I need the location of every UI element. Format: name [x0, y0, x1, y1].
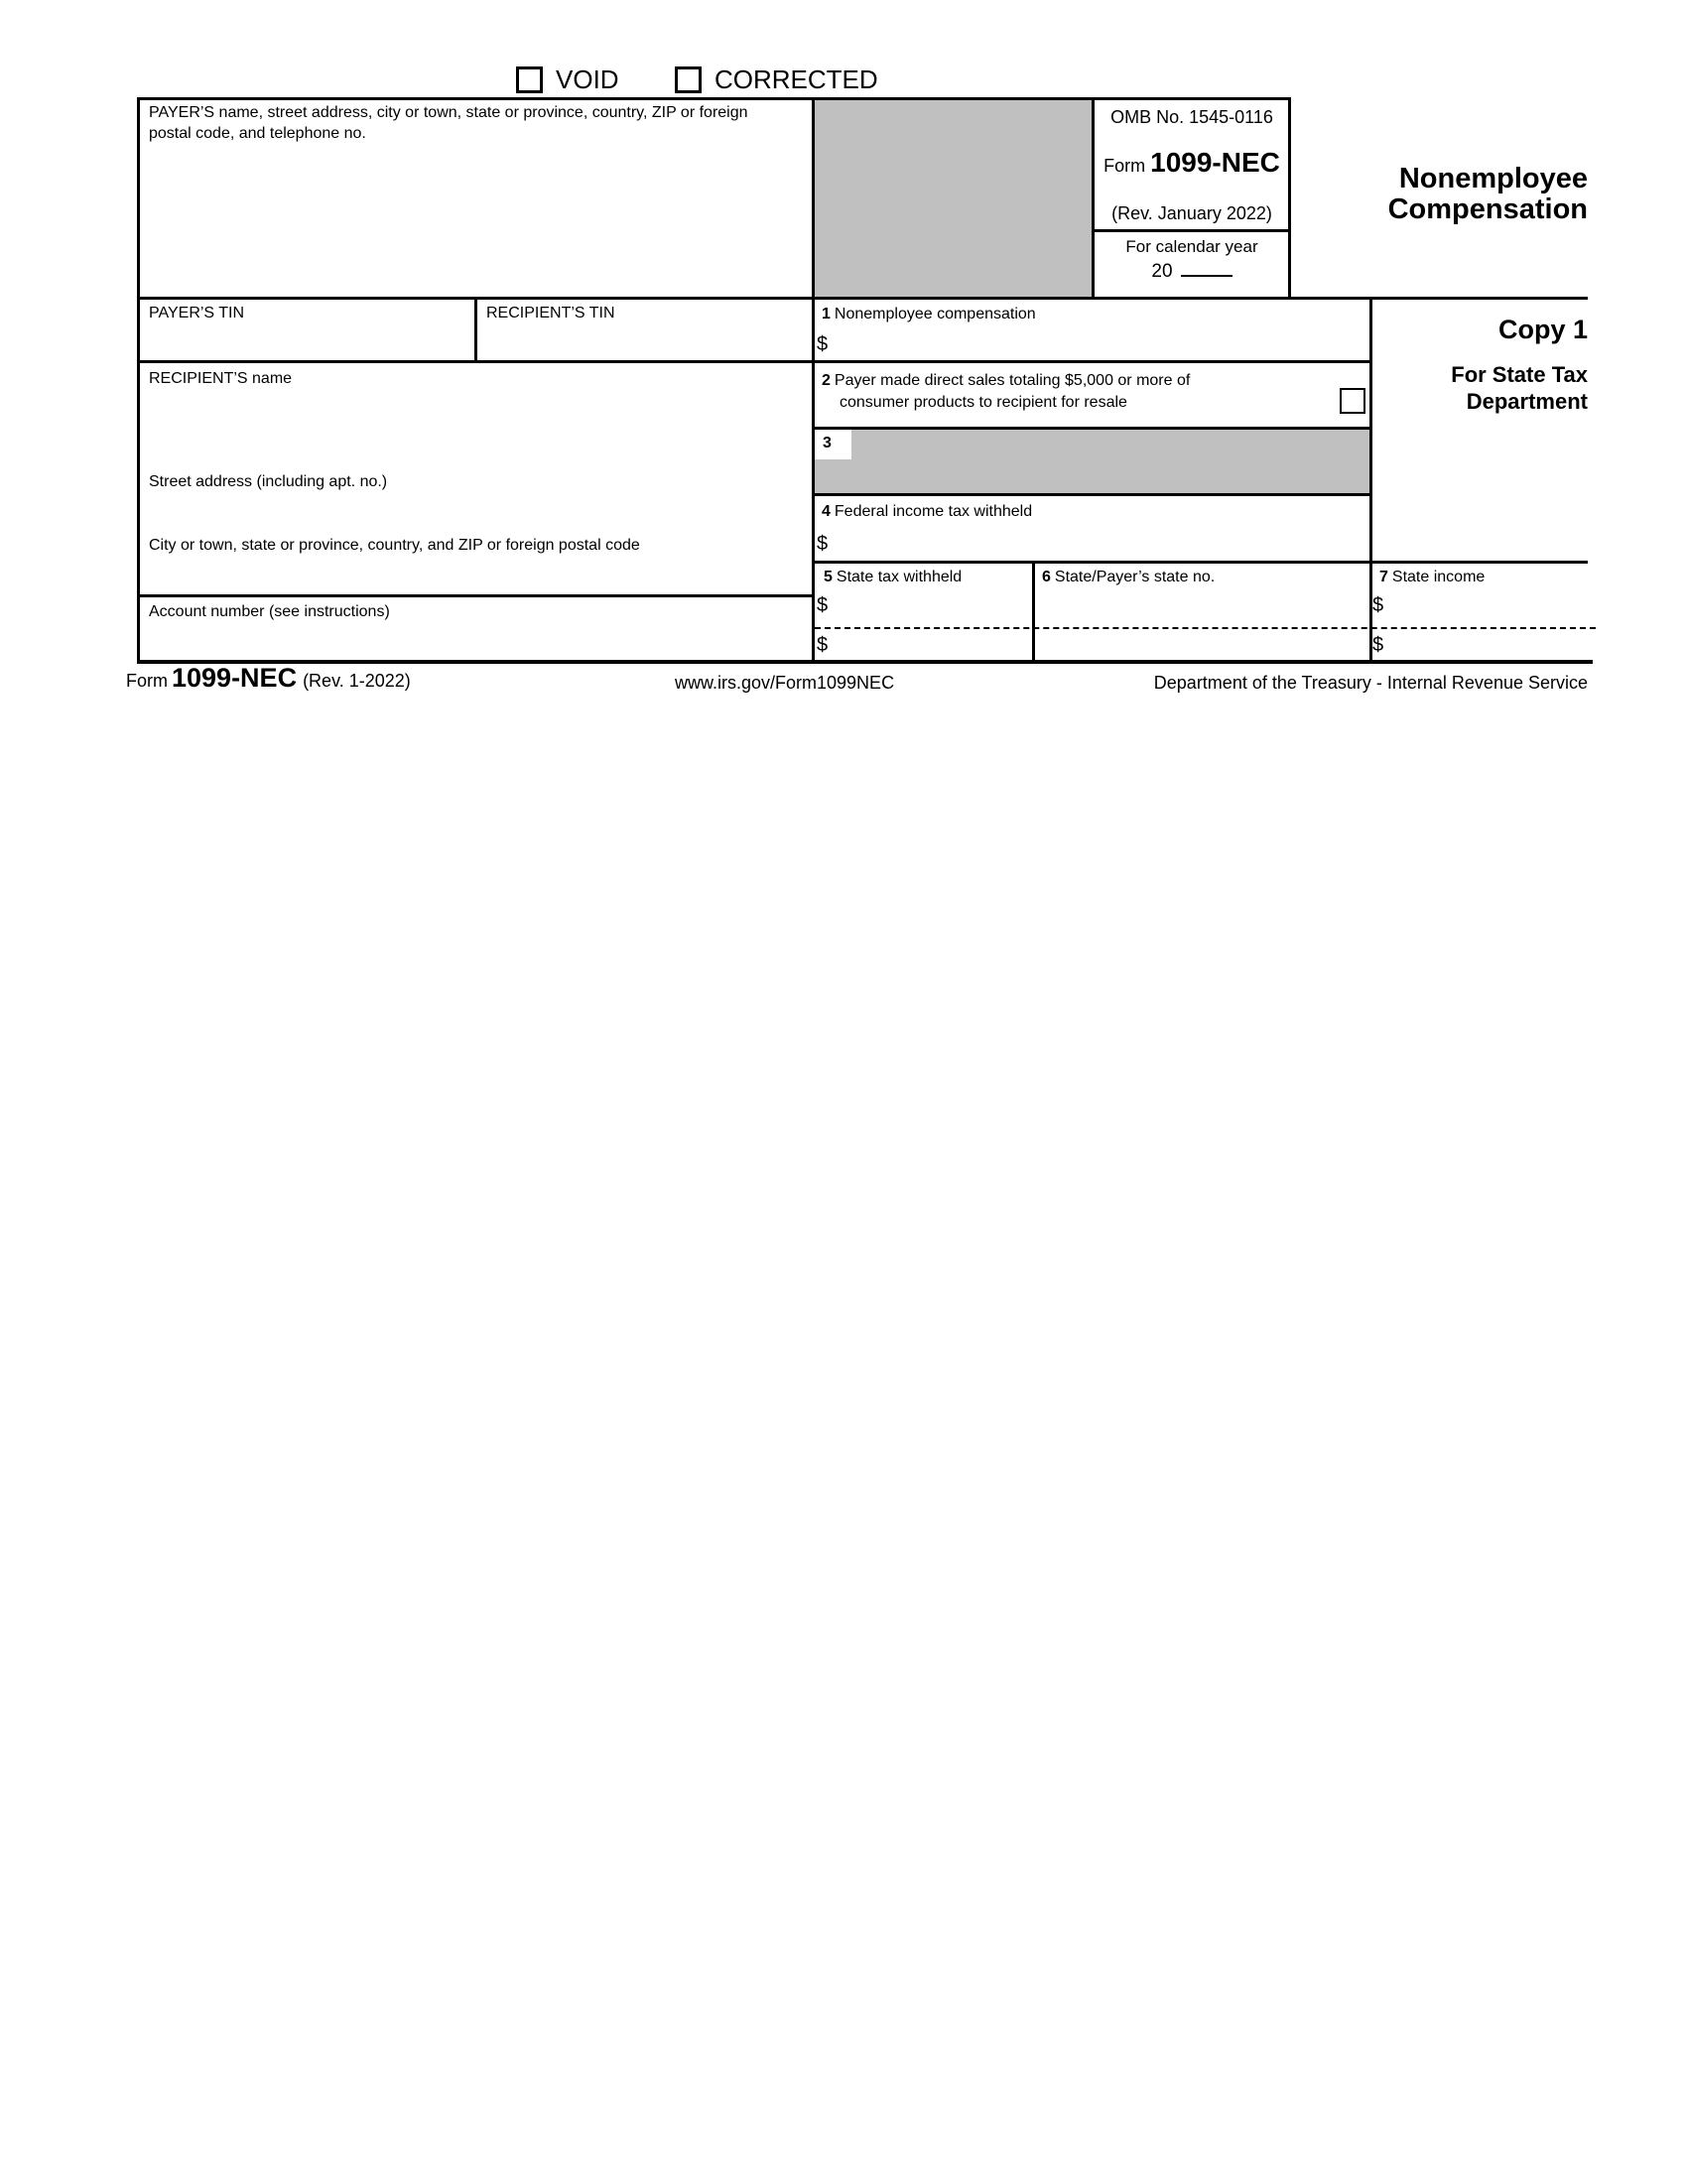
border-line: [812, 97, 815, 664]
box4-number: 4: [822, 503, 831, 520]
corrected-label: CORRECTED: [714, 64, 878, 94]
copy-recipient-line1: For State Tax: [1451, 362, 1588, 387]
border-line: [1092, 229, 1291, 232]
city-input[interactable]: [144, 557, 804, 589]
calendar-year-row: [1095, 260, 1289, 283]
border-line: [137, 97, 140, 664]
void-checkbox[interactable]: [516, 66, 543, 93]
box4-dollar-sign: $: [817, 533, 829, 555]
border-line: [1032, 561, 1035, 664]
payer-info-label: PAYER’S name, street address, city or town, state or province, country, ZIP or foreign postal code, and telephone no.: [149, 104, 748, 142]
recipient-name-label: RECIPIENT’S name: [149, 370, 293, 387]
payer-tin-input[interactable]: [144, 324, 469, 357]
street-address-label: Street address (including apt. no.): [149, 473, 388, 490]
box3-shaded-area: [815, 430, 1369, 493]
box3-number: 3: [823, 435, 832, 451]
box7-label: 7 State income: [1379, 569, 1486, 585]
box5-label: 5 State tax withheld: [824, 569, 963, 585]
border-line: [137, 97, 1291, 100]
box1-dollar-sign: $: [817, 333, 829, 355]
box4-label: 4 Federal income tax withheld: [822, 503, 1033, 520]
form-number: 1099-NEC: [1150, 147, 1280, 178]
box1-number: 1: [822, 306, 831, 322]
form-title-line2: Compensation: [1387, 193, 1588, 225]
recipient-tin-label: RECIPIENT’S TIN: [486, 305, 615, 321]
calendar-year-label: For calendar year: [1125, 237, 1258, 256]
form-title-line1: Nonemployee: [1398, 163, 1588, 194]
payer-info-input-area[interactable]: [144, 149, 804, 288]
box5-amount-input-top[interactable]: [837, 592, 1025, 620]
box2-label-line2: consumer products to recipient for resale: [840, 394, 1127, 411]
box6-state-number-input[interactable]: [1040, 590, 1365, 656]
corrected-checkbox[interactable]: [675, 66, 702, 93]
box7-amount-input-top[interactable]: [1392, 592, 1586, 620]
box7-dollar-sign-bottom: $: [1372, 634, 1384, 656]
box1-amount-input[interactable]: [837, 331, 1358, 357]
account-number-label: Account number (see instructions): [149, 603, 390, 620]
border-line: [812, 561, 1588, 564]
recipient-tin-input[interactable]: [481, 324, 807, 357]
omb-number: OMB No. 1545-0116: [1110, 107, 1273, 127]
box5-dollar-sign-bottom: $: [817, 634, 829, 656]
box7-dollar-sign-top: $: [1372, 594, 1384, 616]
copy-label: Copy 1: [1497, 315, 1588, 344]
box5-number: 5: [824, 569, 833, 585]
box5-amount-input-bottom[interactable]: [837, 632, 1025, 656]
box1-label: 1 Nonemployee compensation: [822, 306, 1036, 322]
box2-number: 2: [822, 372, 831, 389]
box2-label-line1: 2 Payer made direct sales totaling $5,000 or more of: [822, 372, 1191, 389]
footer-department: Department of the Treasury - Internal Revenue Service: [1153, 673, 1588, 693]
street-address-input[interactable]: [144, 493, 804, 529]
footer-form-word: Form: [126, 671, 168, 691]
calendar-year-prefix: 20: [1151, 261, 1173, 282]
void-label: VOID: [556, 64, 619, 94]
border-line: [137, 360, 1372, 363]
border-line: [812, 427, 1372, 430]
box6-label: 6 State/Payer’s state no.: [1042, 569, 1216, 585]
footer-revision: (Rev. 1-2022): [303, 671, 411, 691]
box6-number: 6: [1042, 569, 1051, 585]
box3-number-notch: [815, 430, 851, 459]
box4-amount-input[interactable]: [837, 531, 1358, 557]
border-line: [474, 297, 477, 363]
copy-recipient-line2: Department: [1466, 389, 1588, 414]
box7-number: 7: [1379, 569, 1388, 585]
footer-url[interactable]: www.irs.gov/Form1099NEC: [675, 673, 895, 693]
revision-label: (Rev. January 2022): [1111, 203, 1272, 223]
border-line: [812, 493, 1372, 496]
form-title: [1388, 164, 1588, 225]
footer-form-number: 1099-NEC: [172, 663, 298, 693]
shaded-header-area: [815, 100, 1092, 297]
payer-tin-label: PAYER’S TIN: [149, 305, 245, 321]
calendar-year-blank[interactable]: [1181, 260, 1233, 277]
box2-checkbox[interactable]: [1340, 388, 1365, 414]
city-label: City or town, state or province, country, and ZIP or foreign postal code: [149, 537, 640, 554]
form-number-header: [1095, 147, 1289, 179]
box7-amount-input-bottom[interactable]: [1392, 632, 1586, 656]
box5-dollar-sign-top: $: [817, 594, 829, 616]
form-word: Form: [1103, 156, 1146, 176]
account-number-input[interactable]: [144, 623, 804, 656]
recipient-name-input[interactable]: [144, 390, 804, 464]
border-line: [137, 594, 815, 597]
footer-form-id: [126, 663, 411, 694]
